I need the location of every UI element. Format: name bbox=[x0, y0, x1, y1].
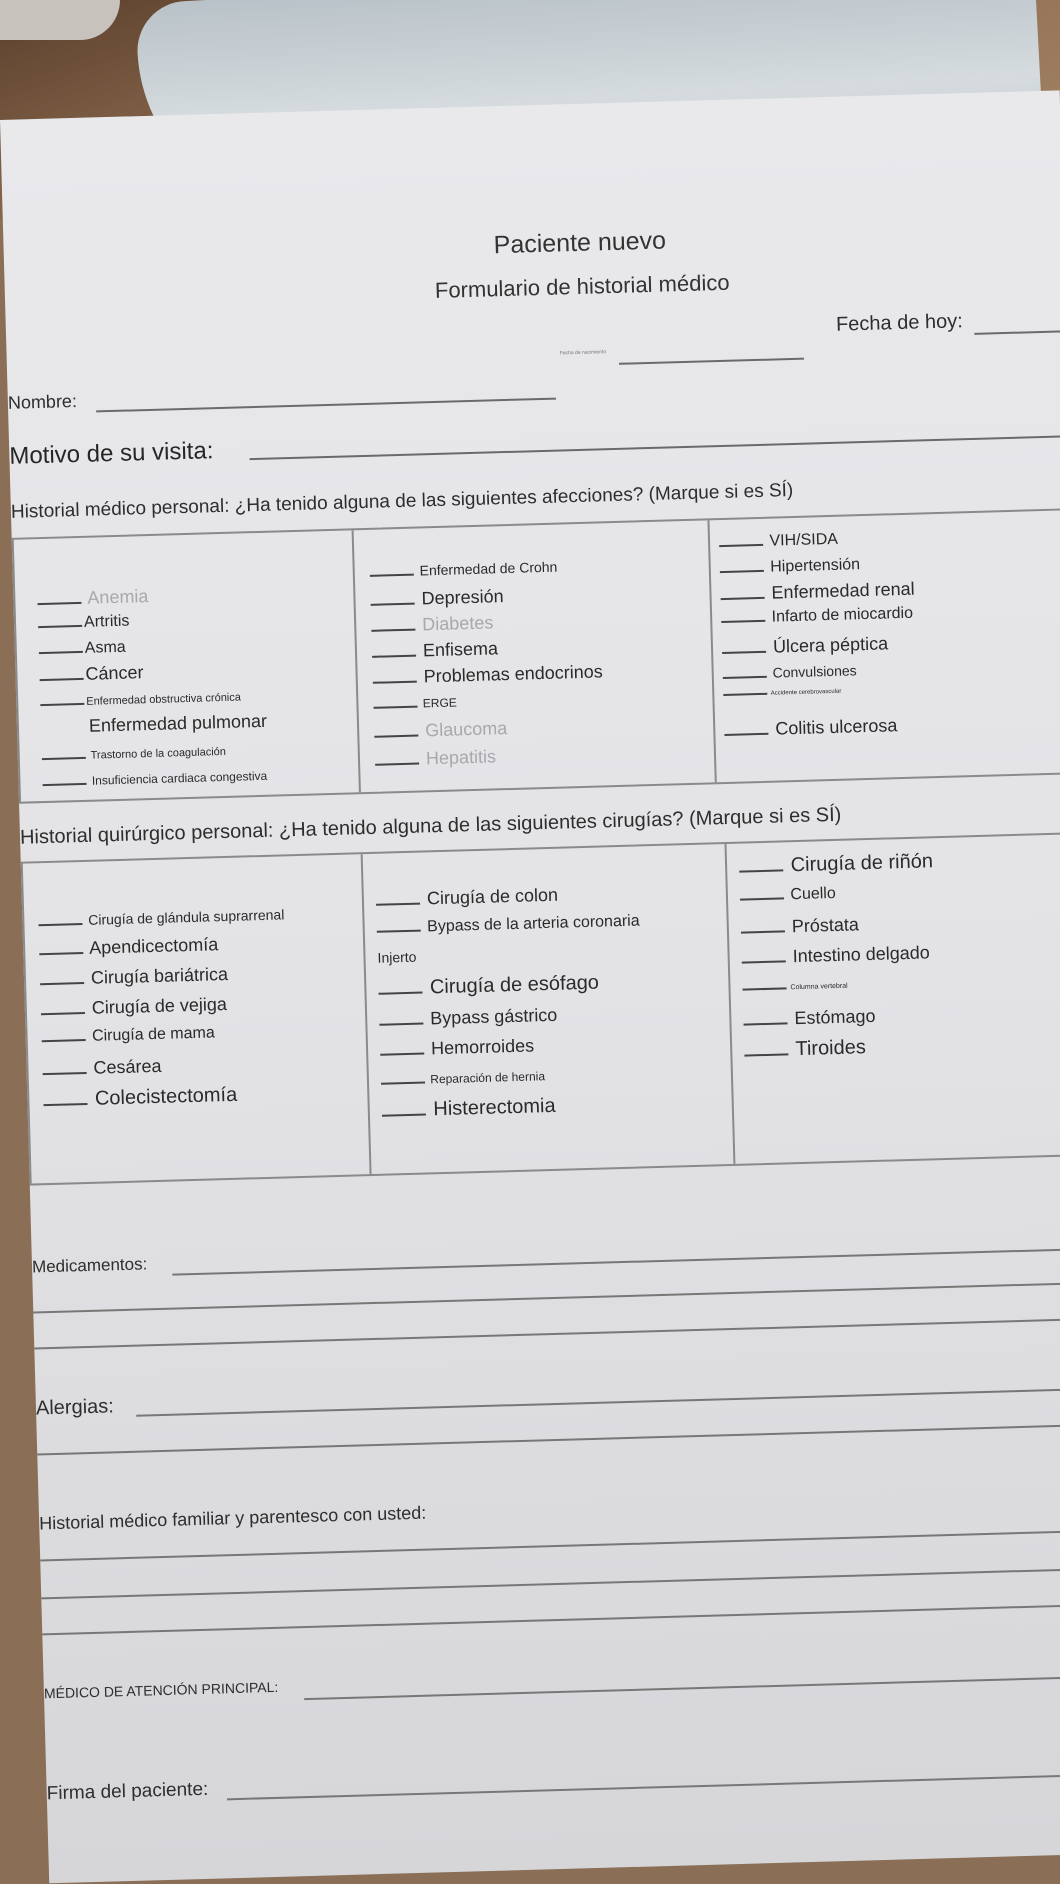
condition-item[interactable]: Enfermedad obstructiva crónica bbox=[40, 692, 241, 710]
dob-small-label: Fecha de nacimiento bbox=[559, 349, 607, 357]
surgical-history-heading: Historial quirúrgico personal: ¿Ha tenido alguna de las siguientes cirugías? (Marque si es SÍ) bbox=[19, 803, 842, 849]
signature-label: Firma del paciente: bbox=[46, 1778, 209, 1805]
medical-history-form bbox=[0, 90, 1060, 1883]
condition-item[interactable]: Enfermedad de Crohn bbox=[370, 559, 558, 580]
grid-divider bbox=[352, 530, 361, 792]
surgery-item[interactable]: Apendicectomía bbox=[39, 934, 219, 960]
surgery-item[interactable]: Cirugía de mama bbox=[41, 1024, 215, 1047]
surgery-item[interactable]: Hemorroides bbox=[380, 1035, 535, 1060]
surgery-item[interactable]: Cirugía de esófago bbox=[378, 972, 599, 1001]
medications-label: Medicamentos: bbox=[31, 1254, 148, 1277]
surgery-item[interactable]: Bypass de la arteria coronaria bbox=[376, 912, 639, 937]
signature-field[interactable] bbox=[227, 1774, 1060, 1801]
surgery-item[interactable]: Cirugía de vejiga bbox=[41, 994, 228, 1020]
surgery-item[interactable]: Cirugía bariátrica bbox=[40, 964, 229, 990]
allergies-field[interactable] bbox=[136, 1388, 1060, 1417]
condition-item[interactable]: Diabetes bbox=[371, 612, 494, 636]
family-history-line[interactable] bbox=[41, 1568, 1060, 1600]
surgeries-grid bbox=[21, 832, 1060, 1186]
family-history-label: Historial médico familiar y parentesco con usted: bbox=[38, 1502, 427, 1534]
condition-item[interactable]: Depresión bbox=[370, 586, 504, 611]
grid-divider bbox=[361, 854, 372, 1174]
surgery-item[interactable]: Estómago bbox=[743, 1006, 876, 1031]
dob-field[interactable] bbox=[619, 358, 804, 365]
reason-label: Motivo de su visita: bbox=[9, 437, 214, 470]
condition-item[interactable]: Anemia bbox=[37, 586, 149, 610]
condition-item[interactable]: Úlcera péptica bbox=[722, 633, 889, 659]
name-label: Nombre: bbox=[7, 390, 78, 413]
condition-item[interactable]: Asma bbox=[39, 639, 126, 659]
form-title: Paciente nuevo bbox=[493, 226, 667, 260]
surgery-item[interactable]: Cirugía de glándula suprarrenal bbox=[38, 906, 284, 929]
condition-item[interactable]: ERGE bbox=[373, 695, 457, 711]
primary-physician-field[interactable] bbox=[304, 1676, 1060, 1700]
medical-history-heading: Historial médico personal: ¿Ha tenido alguna de las siguientes afecciones? (Marque si es SÍ) bbox=[10, 480, 794, 523]
condition-item[interactable]: Glaucoma bbox=[374, 718, 508, 743]
condition-item[interactable]: Infarto de miocardio bbox=[721, 605, 913, 628]
condition-item[interactable]: Hepatitis bbox=[375, 746, 497, 770]
condition-item[interactable]: Artritis bbox=[38, 613, 130, 634]
surgery-item[interactable]: Bypass gástrico bbox=[379, 1005, 558, 1031]
condition-item[interactable]: Problemas endocrinos bbox=[372, 661, 603, 688]
surgery-item[interactable]: Cirugía de colon bbox=[376, 885, 559, 911]
medications-field[interactable] bbox=[172, 1248, 1060, 1276]
surgery-item[interactable]: Histerectomia bbox=[382, 1095, 556, 1123]
condition-item[interactable]: Colitis ulcerosa bbox=[724, 715, 898, 741]
condition-item[interactable]: Convulsiones bbox=[723, 662, 857, 682]
surgery-item[interactable]: Colecistectomía bbox=[43, 1084, 237, 1112]
surgery-item[interactable]: Próstata bbox=[741, 914, 860, 938]
medications-field-line[interactable] bbox=[33, 1282, 1060, 1314]
reason-field[interactable] bbox=[250, 435, 1060, 460]
surgery-item[interactable]: Injerto bbox=[377, 948, 417, 966]
name-field[interactable] bbox=[96, 398, 556, 413]
condition-item[interactable]: Enfermedad pulmonar bbox=[88, 710, 268, 736]
condition-item[interactable]: Accidente cerebrovascular bbox=[723, 689, 841, 698]
condition-item[interactable]: VIH/SIDA bbox=[719, 531, 838, 552]
family-history-line[interactable] bbox=[40, 1530, 1060, 1562]
allergies-label: Alergias: bbox=[35, 1395, 115, 1420]
allergies-field-line[interactable] bbox=[37, 1424, 1060, 1456]
condition-item[interactable]: Trastorno de la coagulación bbox=[42, 746, 226, 763]
grid-divider bbox=[707, 520, 716, 782]
condition-item[interactable]: Enfisema bbox=[372, 638, 499, 663]
surgery-item[interactable]: Reparación de hernia bbox=[381, 1069, 545, 1088]
surgery-item[interactable]: Cirugía de riñón bbox=[739, 850, 933, 878]
surgery-item[interactable]: Columna vertebral bbox=[742, 983, 847, 993]
condition-item[interactable]: Enfermedad renal bbox=[720, 579, 915, 605]
form-subtitle: Formulario de historial médico bbox=[434, 269, 730, 303]
surgery-item[interactable]: Intestino delgado bbox=[741, 942, 930, 968]
condition-item[interactable]: Insuficiencia cardiaca congestiva bbox=[42, 769, 267, 789]
surgery-item[interactable]: Tiroides bbox=[744, 1036, 866, 1062]
surgery-item[interactable]: Cesárea bbox=[42, 1056, 162, 1080]
today-date-label: Fecha de hoy: bbox=[835, 310, 964, 336]
primary-physician-label: MÉDICO DE ATENCIÓN PRINCIPAL: bbox=[43, 1678, 279, 1702]
family-history-line[interactable] bbox=[42, 1604, 1060, 1636]
medical-conditions-grid bbox=[12, 508, 1060, 804]
medications-field-line[interactable] bbox=[34, 1318, 1060, 1350]
condition-item[interactable]: Hipertensión bbox=[720, 556, 861, 578]
surgery-item[interactable]: Cuello bbox=[740, 885, 836, 906]
grid-divider bbox=[724, 844, 735, 1164]
today-date-field[interactable] bbox=[974, 330, 1060, 334]
condition-item[interactable]: Cáncer bbox=[39, 662, 144, 686]
